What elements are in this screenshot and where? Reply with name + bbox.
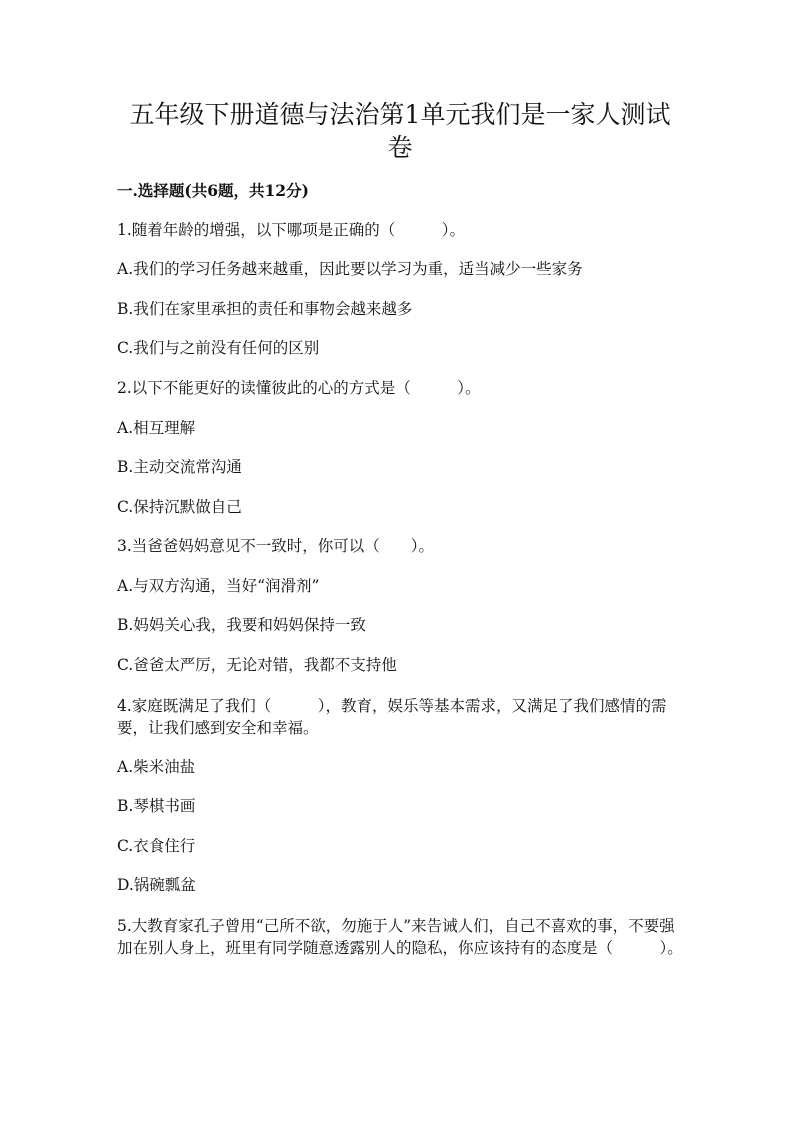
question-4-option-c: C.衣食住行	[117, 837, 196, 855]
question-2-option-a: A.相互理解	[117, 419, 196, 437]
section-heading: 一.选择题(共6题，共12分)	[117, 181, 309, 200]
question-3-stem: 3.当爸爸妈妈意见不一致时，你可以（ ）。	[117, 537, 435, 555]
question-5-stem: 5.大教育家孔子曾用“己所不欲，勿施于人”来告诫人们，自己不喜欢的事，不要强加在别人身上，班里有同学随意透露别人的隐私，你应该持有的态度是（ ）。	[117, 917, 683, 957]
question-4-option-a: A.柴米油盐	[117, 758, 196, 776]
question-2-option-b: B.主动交流常沟通	[117, 458, 242, 476]
question-2-stem: 2.以下不能更好的读懂彼此的心的方式是（ ）。	[117, 379, 481, 397]
question-4-option-b: B.琴棋书画	[117, 797, 196, 815]
question-2-option-c: C.保持沉默做自己	[117, 498, 242, 516]
page-title: 五年级下册道德与法治第1单元我们是一家人测试卷	[129, 100, 671, 162]
question-3-option-a: A.与双方沟通，当好“润滑剂”	[117, 577, 320, 595]
question-1-stem: 1.随着年龄的增强，以下哪项是正确的（ ）。	[117, 221, 466, 239]
question-4-stem: 4.家庭既满足了我们（ ），教育，娱乐等基本需求，又满足了我们感情的需要，让我们感到安全和幸福。	[117, 697, 667, 737]
question-1-option-b: B.我们在家里承担的责任和事物会越来越多	[117, 300, 413, 318]
question-4-option-d: D.锅碗瓢盆	[117, 876, 196, 894]
question-1-option-c: C.我们与之前没有任何的区别	[117, 339, 320, 357]
question-1-option-a: A.我们的学习任务越来越重，因此要以学习为重，适当减少一些家务	[117, 260, 583, 278]
question-3-option-b: B.妈妈关心我，我要和妈妈保持一致	[117, 616, 366, 634]
question-3-option-c: C.爸爸太严厉，无论对错，我都不支持他	[117, 656, 397, 674]
